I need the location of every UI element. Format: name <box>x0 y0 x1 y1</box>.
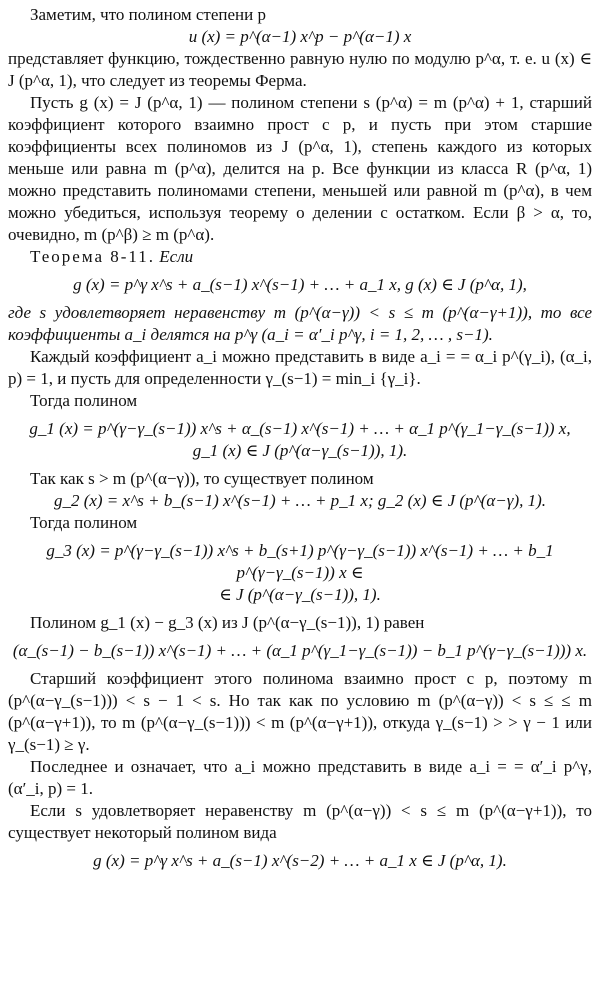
formula: u (x) = p^(α−1) x^p − p^(α−1) x <box>188 27 412 46</box>
paragraph: Последнее и означает, что a_i можно представить в виде a_i = = α′_i p^γ, (α′_i, p) = 1. <box>8 757 592 798</box>
paragraph: Полином g_1 (x) − g_3 (x) из J (p^(α−γ_(s−1)), 1) равен <box>30 613 425 632</box>
paragraph: Если s удовлетворяет неравенству m (p^(α−γ)) < s ≤ m (p^(α−γ+1)), то существует некоторый полином вида <box>8 801 592 842</box>
theorem-statement: где s удовлетворяет неравенству m (p^(α−γ)) < s ≤ m (p^(α−γ+1)), то все коэффициенты a_i делятся на p^γ (a_i = α′_i p^γ, i = 1, 2, … , s−1). <box>8 303 592 344</box>
formula: g_3 (x) = p^(γ−γ_(s−1)) x^s + b_(s+1) p^(γ−γ_(s−1)) x^(s−1) + … + b_1 p^(γ−γ_(s−1)) x ∈ <box>46 541 554 582</box>
formula: g_1 (x) = p^(γ−γ_(s−1)) x^s + α_(s−1) x^(s−1) + … + α_1 p^(γ_1−γ_(s−1)) x, <box>29 419 571 438</box>
formula: g_2 (x) = x^s + b_(s−1) x^(s−1) + … + p_1 x; g_2 (x) ∈ J (p^(α−γ), 1). <box>53 491 547 510</box>
paragraph: представляет функцию, тождественно равную нулю по модулю p^α, т. е. u (x) ∈ J (p^α, 1), что следует из теоремы Ферма. <box>8 49 592 90</box>
paragraph: Каждый коэффициент a_i можно представить в виде a_i = = α_i p^(γ_i), (α_i, p) = 1, и пусть для определенности γ_(s−1) = min_i {γ_i}. <box>8 347 592 388</box>
paragraph: Пусть g (x) = J (p^α, 1) — полином степени s (p^α) = m (p^α) + 1, старший коэффициент которого взаимно прост с p, и пусть при этом старшие коэффициенты всех полиномов из J (p^α, 1), степень каждого из которых меньше или равна m (p^α), делится на p. Все функции из класса R (p^α, 1) можно представить полиномами степени, меньшей или равной m (p^α), в чем можно убедиться, используя теорему о делении с остатком. Если β > α, то, очевидно, m (p^β) ≥ m (p^α). <box>8 93 592 244</box>
paragraph: Тогда полином <box>30 391 138 410</box>
formula: g (x) = p^γ x^s + a_(s−1) x^(s−2) + … + a_1 x ∈ J (p^α, 1). <box>93 851 507 870</box>
formula: (α_(s−1) − b_(s−1)) x^(s−1) + … + (α_1 p^(γ_1−γ_(s−1)) − b_1 p^(γ−γ_(s−1))) x. <box>12 641 588 660</box>
formula: ∈ J (p^(α−γ_(s−1)), 1). <box>219 585 381 604</box>
theorem-label: Теорема 8-11. <box>30 247 156 266</box>
formula: g (x) = p^γ x^s + a_(s−1) x^(s−1) + … + a_1 x, g (x) ∈ J (p^α, 1), <box>73 275 527 294</box>
paragraph: Заметим, что полином степени p <box>30 5 266 24</box>
paragraph: Тогда полином <box>30 513 138 532</box>
theorem-heading <box>8 246 592 268</box>
paragraph: Так как s > m (p^(α−γ)), то существует полином <box>30 469 374 488</box>
theorem-word: Если <box>159 247 194 266</box>
paragraph: Старший коэффициент этого полинома взаимно прост с p, поэтому m (p^(α−γ_(s−1))) < s − 1 < s. Но так как по условию m (p^(α−γ)) < s ≤ ≤ m (p^(α−γ+1)), то m (p^(α−γ_(s−1))) < m (p^(α−γ+1)), откуда γ_(s−1) > > γ − 1 или γ_(s−1) ≥ γ. <box>8 669 592 754</box>
formula: g_1 (x) ∈ J (p^(α−γ_(s−1)), 1). <box>192 441 408 460</box>
